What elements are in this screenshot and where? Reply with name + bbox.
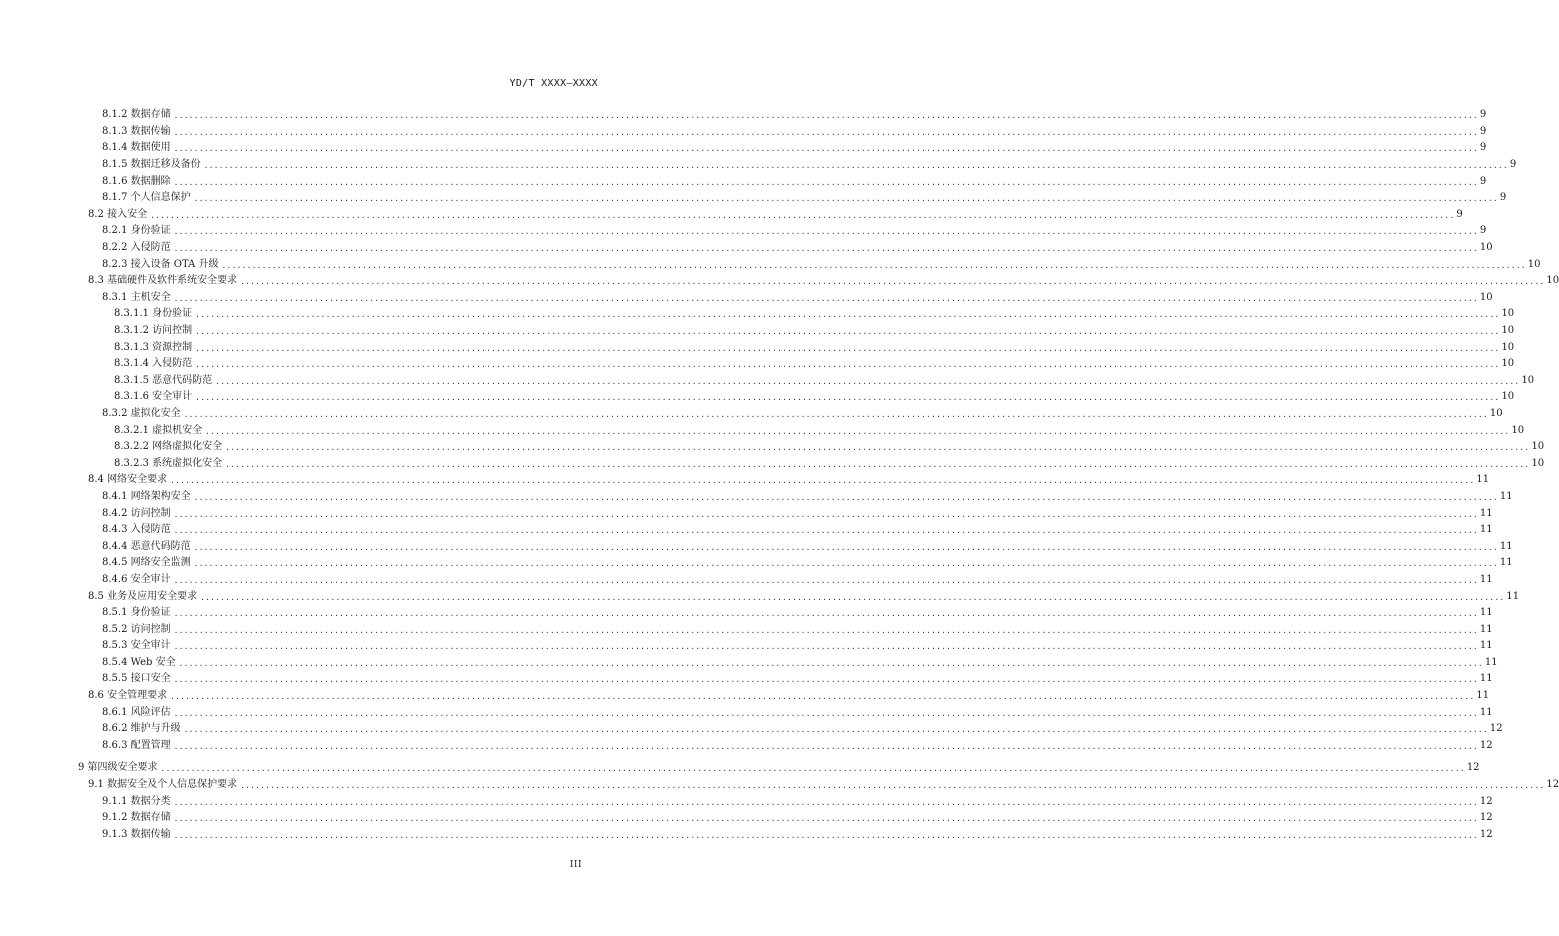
toc-entry-page: 11 xyxy=(1479,524,1493,536)
toc-entry-title: 8.6.3 配置管理 xyxy=(102,739,171,751)
toc-entry-page: 10 xyxy=(1531,457,1545,469)
toc-entry-page: 11 xyxy=(1479,607,1493,619)
toc-entry-title: 8.3 基础硬件及软件系统安全要求 xyxy=(88,275,238,287)
dot-leader: .................................................................................................................................................................................................................................................................... xyxy=(173,144,1478,154)
toc-entry[interactable] xyxy=(0,306,1515,323)
toc-entry-page: 12 xyxy=(1466,762,1480,774)
dot-leader: .................................................................................................................................................................................................................................................................... xyxy=(173,509,1478,519)
toc-entry-page: 9 xyxy=(1499,192,1507,204)
toc-entry-title: 8.3.1.4 入侵防范 xyxy=(114,358,193,370)
toc-entry-title: 8.1.4 数据使用 xyxy=(102,142,171,154)
toc-entry-title: 9 第四级安全要求 xyxy=(78,762,158,774)
toc-entry-title: 8.5.1 身份验证 xyxy=(102,607,171,619)
toc-entry-page: 9 xyxy=(1509,159,1517,171)
toc-entry-page: 10 xyxy=(1531,441,1545,453)
dot-leader: .................................................................................................................................................................................................................................................................... xyxy=(173,575,1478,585)
toc-entry-page: 10 xyxy=(1501,341,1515,353)
dot-leader: .................................................................................................................................................................................................................................................................... xyxy=(173,675,1478,685)
toc-entry[interactable] xyxy=(0,655,1498,672)
toc-entry[interactable] xyxy=(0,323,1515,340)
toc-entry[interactable] xyxy=(0,173,1487,190)
toc-entry-page: 10 xyxy=(1501,358,1515,370)
toc-entry-title: 8.4.5 网络安全监测 xyxy=(102,557,191,569)
toc-entry-title: 8.4 网络安全要求 xyxy=(88,474,168,486)
toc-entry-page: 11 xyxy=(1476,690,1490,702)
toc-entry[interactable] xyxy=(0,107,1487,124)
toc-entry-title: 8.3.2.1 虚拟机安全 xyxy=(114,424,203,436)
toc-entry[interactable] xyxy=(0,290,1493,307)
toc-entry[interactable] xyxy=(0,621,1493,638)
dot-leader: .................................................................................................................................................................................................................................................................... xyxy=(173,111,1478,121)
toc-entry[interactable] xyxy=(0,455,1545,472)
dot-leader: .................................................................................................................................................................................................................................................................... xyxy=(173,227,1478,237)
toc-entry-title: 8.4.6 安全审计 xyxy=(102,573,171,585)
toc-entry-title: 8.2 接入安全 xyxy=(88,208,148,220)
dot-leader: .................................................................................................................................................................................................................................................................... xyxy=(240,277,1545,287)
toc-entry[interactable] xyxy=(0,760,1480,777)
dot-leader: .................................................................................................................................................................................................................................................................... xyxy=(173,814,1478,824)
dot-leader: .................................................................................................................................................................................................................................................................... xyxy=(173,293,1478,303)
toc-entry[interactable] xyxy=(0,157,1517,174)
toc-entry[interactable] xyxy=(0,793,1493,810)
toc-entry-title: 8.6.2 维护与升级 xyxy=(102,723,181,735)
toc-entry-page: 11 xyxy=(1499,490,1513,502)
toc-entry[interactable] xyxy=(0,240,1493,257)
dot-leader: .................................................................................................................................................................................................................................................................... xyxy=(150,210,1455,220)
toc-entry-page: 10 xyxy=(1546,275,1559,287)
toc-entry-page: 9 xyxy=(1479,175,1487,187)
dot-leader: .................................................................................................................................................................................................................................................................... xyxy=(170,692,1475,702)
dot-leader: .................................................................................................................................................................................................................................................................... xyxy=(183,725,1488,735)
table-of-contents xyxy=(0,107,1559,843)
dot-leader: .................................................................................................................................................................................................................................................................... xyxy=(173,830,1478,840)
toc-entry[interactable] xyxy=(0,256,1541,273)
dot-leader: .................................................................................................................................................................................................................................................................... xyxy=(195,327,1500,337)
toc-entry[interactable] xyxy=(0,472,1490,489)
toc-entry[interactable] xyxy=(0,588,1520,605)
dot-leader: .................................................................................................................................................................................................................................................................... xyxy=(205,426,1510,436)
toc-entry-page: 11 xyxy=(1479,673,1493,685)
toc-entry-title: 8.3.1.6 安全审计 xyxy=(114,391,193,403)
toc-entry-page: 11 xyxy=(1476,474,1490,486)
toc-entry-page: 12 xyxy=(1479,812,1493,824)
toc-entry-title: 8.5.5 接口安全 xyxy=(102,673,171,685)
toc-entry[interactable] xyxy=(0,505,1493,522)
dot-leader: .................................................................................................................................................................................................................................................................... xyxy=(193,492,1498,502)
dot-leader: .................................................................................................................................................................................................................................................................... xyxy=(195,343,1500,353)
dot-leader: .................................................................................................................................................................................................................................................................... xyxy=(225,443,1530,453)
toc-entry-title: 8.6.1 风险评估 xyxy=(102,706,171,718)
toc-entry-page: 10 xyxy=(1479,291,1493,303)
dot-leader: .................................................................................................................................................................................................................................................................... xyxy=(173,741,1478,751)
toc-entry[interactable] xyxy=(0,688,1490,705)
toc-entry-page: 10 xyxy=(1521,374,1535,386)
toc-entry[interactable] xyxy=(0,223,1487,240)
toc-entry-title: 8.3.1.5 恶意代码防范 xyxy=(114,374,213,386)
toc-entry-title: 8.1.3 数据传输 xyxy=(102,125,171,137)
toc-entry[interactable] xyxy=(0,777,1559,794)
toc-entry-title: 8.3.1.2 访问控制 xyxy=(114,325,193,337)
toc-entry-title: 8.4.4 恶意代码防范 xyxy=(102,540,191,552)
toc-entry-title: 8.5 业务及应用安全要求 xyxy=(88,590,198,602)
toc-entry-page: 9 xyxy=(1479,225,1487,237)
toc-entry-page: 11 xyxy=(1479,573,1493,585)
toc-entry-title: 8.1.6 数据删除 xyxy=(102,175,171,187)
toc-entry[interactable] xyxy=(0,538,1513,555)
dot-leader: .................................................................................................................................................................................................................................................................... xyxy=(240,781,1545,791)
toc-entry[interactable] xyxy=(0,439,1545,456)
toc-entry[interactable] xyxy=(0,339,1515,356)
dot-leader: .................................................................................................................................................................................................................................................................... xyxy=(173,127,1478,137)
toc-entry[interactable] xyxy=(0,638,1493,655)
dot-leader: .................................................................................................................................................................................................................................................................... xyxy=(173,625,1478,635)
toc-entry-page: 9 xyxy=(1479,142,1487,154)
dot-leader: .................................................................................................................................................................................................................................................................... xyxy=(193,542,1498,552)
toc-entry-page: 11 xyxy=(1499,557,1513,569)
toc-entry-title: 8.4.1 网络架构安全 xyxy=(102,490,191,502)
dot-leader: .................................................................................................................................................................................................................................................................... xyxy=(183,409,1488,419)
dot-leader: .................................................................................................................................................................................................................................................................... xyxy=(173,642,1478,652)
toc-entry[interactable] xyxy=(0,555,1513,572)
toc-entry[interactable] xyxy=(0,827,1493,844)
toc-entry-page: 11 xyxy=(1499,540,1513,552)
toc-entry-page: 11 xyxy=(1506,590,1520,602)
dot-leader: .................................................................................................................................................................................................................................................................... xyxy=(195,310,1500,320)
toc-entry-title: 8.1.7 个人信息保护 xyxy=(102,192,191,204)
toc-entry[interactable] xyxy=(0,389,1515,406)
toc-entry-title: 8.2.2 入侵防范 xyxy=(102,242,171,254)
toc-entry-page: 10 xyxy=(1511,424,1525,436)
dot-leader: .................................................................................................................................................................................................................................................................... xyxy=(173,708,1478,718)
toc-entry[interactable] xyxy=(0,422,1525,439)
toc-entry[interactable] xyxy=(0,605,1493,622)
toc-entry-title: 8.3.1.1 身份验证 xyxy=(114,308,193,320)
toc-entry-page: 10 xyxy=(1489,407,1503,419)
toc-entry-title: 8.4.3 入侵防范 xyxy=(102,524,171,536)
dot-leader: .................................................................................................................................................................................................................................................................... xyxy=(173,797,1478,807)
toc-entry-title: 9.1.1 数据分类 xyxy=(102,795,171,807)
toc-entry-page: 11 xyxy=(1479,706,1493,718)
toc-entry[interactable] xyxy=(0,373,1535,390)
toc-entry-page: 11 xyxy=(1479,640,1493,652)
dot-leader: .................................................................................................................................................................................................................................................................... xyxy=(173,244,1478,254)
toc-entry[interactable] xyxy=(0,406,1503,423)
toc-entry-page: 9 xyxy=(1479,109,1487,121)
toc-entry-title: 9.1.2 数据存储 xyxy=(102,812,171,824)
toc-entry[interactable] xyxy=(0,810,1493,827)
dot-leader: .................................................................................................................................................................................................................................................................... xyxy=(193,194,1498,204)
toc-entry-page: 11 xyxy=(1479,623,1493,635)
dot-leader: .................................................................................................................................................................................................................................................................... xyxy=(193,559,1498,569)
dot-leader: .................................................................................................................................................................................................................................................................... xyxy=(160,764,1465,774)
toc-entry-page: 10 xyxy=(1501,308,1515,320)
toc-entry-page: 11 xyxy=(1479,507,1493,519)
toc-entry-title: 8.3.2 虚拟化安全 xyxy=(102,407,181,419)
toc-entry-title: 8.4.2 访问控制 xyxy=(102,507,171,519)
toc-entry[interactable] xyxy=(0,489,1513,506)
page-number: III xyxy=(569,860,582,870)
toc-entry[interactable] xyxy=(0,738,1493,755)
dot-leader: .................................................................................................................................................................................................................................................................... xyxy=(170,476,1475,486)
toc-entry-page: 12 xyxy=(1489,723,1503,735)
toc-entry-page: 12 xyxy=(1479,739,1493,751)
toc-entry-page: 10 xyxy=(1501,391,1515,403)
toc-entry-title: 8.2.1 身份验证 xyxy=(102,225,171,237)
toc-entry[interactable] xyxy=(0,124,1487,141)
toc-entry-title: 9.1 数据安全及个人信息保护要求 xyxy=(88,779,238,791)
toc-entry-title: 8.5.3 安全审计 xyxy=(102,640,171,652)
dot-leader: .................................................................................................................................................................................................................................................................... xyxy=(221,260,1526,270)
toc-entry[interactable] xyxy=(0,721,1503,738)
toc-entry-title: 8.5.4 Web 安全 xyxy=(102,656,176,668)
toc-entry[interactable] xyxy=(0,356,1515,373)
toc-entry-title: 8.1.2 数据存储 xyxy=(102,109,171,121)
toc-entry-title: 8.3.2.3 系统虚拟化安全 xyxy=(114,457,223,469)
toc-entry-page: 12 xyxy=(1479,795,1493,807)
toc-entry[interactable] xyxy=(0,671,1493,688)
dot-leader: .................................................................................................................................................................................................................................................................... xyxy=(178,658,1483,668)
toc-entry[interactable] xyxy=(0,207,1463,224)
toc-entry[interactable] xyxy=(0,522,1493,539)
dot-leader: .................................................................................................................................................................................................................................................................... xyxy=(200,592,1505,602)
toc-entry-title: 8.3.1 主机安全 xyxy=(102,291,171,303)
toc-entry[interactable] xyxy=(0,190,1507,207)
toc-entry[interactable] xyxy=(0,140,1487,157)
toc-entry-page: 12 xyxy=(1546,779,1559,791)
dot-leader: .................................................................................................................................................................................................................................................................... xyxy=(173,526,1478,536)
toc-entry-title: 8.5.2 访问控制 xyxy=(102,623,171,635)
toc-entry-page: 10 xyxy=(1527,258,1541,270)
dot-leader: .................................................................................................................................................................................................................................................................... xyxy=(173,609,1478,619)
dot-leader: .................................................................................................................................................................................................................................................................... xyxy=(215,376,1520,386)
toc-entry-page: 10 xyxy=(1501,325,1515,337)
toc-entry-page: 12 xyxy=(1479,828,1493,840)
dot-leader: .................................................................................................................................................................................................................................................................... xyxy=(195,360,1500,370)
toc-entry[interactable] xyxy=(0,273,1559,290)
document-number: YD/T XXXX—XXXX xyxy=(509,78,598,89)
toc-entry-title: 8.3.2.2 网络虚拟化安全 xyxy=(114,441,223,453)
dot-leader: .................................................................................................................................................................................................................................................................... xyxy=(173,177,1478,187)
toc-entry-page: 10 xyxy=(1479,242,1493,254)
dot-leader: .................................................................................................................................................................................................................................................................... xyxy=(225,459,1530,469)
toc-entry-page: 9 xyxy=(1479,125,1487,137)
toc-entry-title: 8.2.3 接入设备 OTA 升级 xyxy=(102,258,219,270)
toc-entry-title: 9.1.3 数据传输 xyxy=(102,828,171,840)
toc-entry-title: 8.3.1.3 资源控制 xyxy=(114,341,193,353)
toc-entry[interactable] xyxy=(0,704,1493,721)
toc-entry[interactable] xyxy=(0,572,1493,589)
toc-entry-title: 8.1.5 数据迁移及备份 xyxy=(102,159,201,171)
dot-leader: .................................................................................................................................................................................................................................................................... xyxy=(195,393,1500,403)
dot-leader: .................................................................................................................................................................................................................................................................... xyxy=(203,161,1508,171)
toc-entry-page: 9 xyxy=(1456,208,1463,220)
toc-entry-page: 11 xyxy=(1484,656,1498,668)
toc-entry-title: 8.6 安全管理要求 xyxy=(88,690,168,702)
